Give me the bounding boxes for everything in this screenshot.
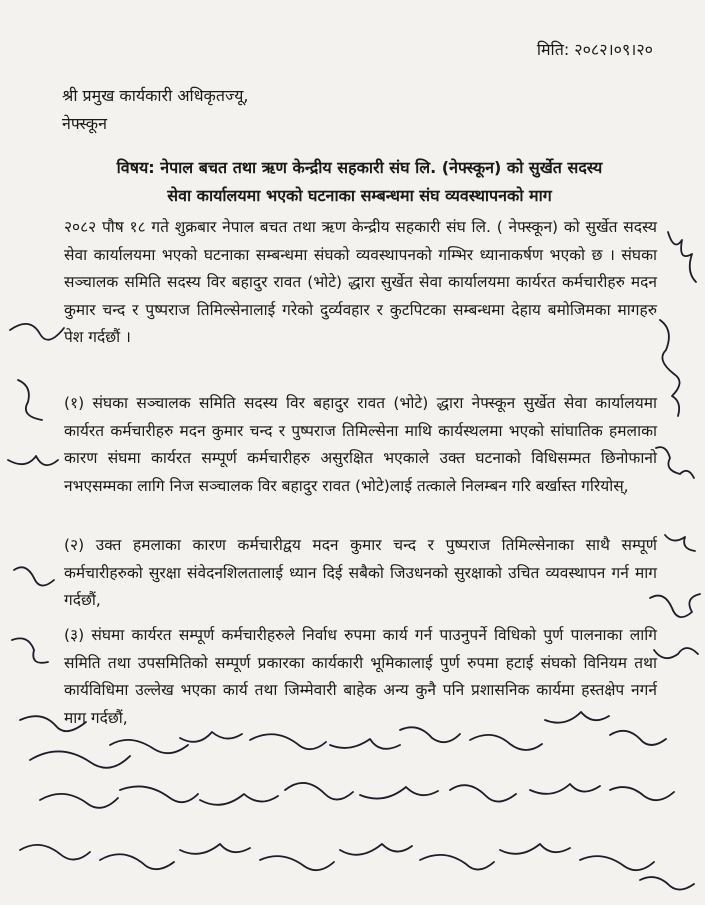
signature-mark	[580, 856, 654, 870]
signature-mark	[610, 731, 666, 745]
signature-mark	[285, 783, 353, 800]
signature-mark	[14, 567, 54, 585]
signature-mark	[340, 844, 412, 855]
signature-mark	[360, 787, 438, 799]
signature-mark	[110, 740, 188, 753]
signature-mark	[610, 787, 674, 800]
signature-mark	[10, 324, 64, 340]
recipient-block	[62, 82, 248, 138]
signature-mark	[200, 794, 278, 805]
signature-mark	[180, 844, 250, 854]
signature-mark	[665, 535, 695, 551]
letter-date: मिति: २०८२।०९।२०	[536, 40, 653, 59]
signature-mark	[40, 794, 118, 808]
signature-mark	[660, 320, 680, 416]
signature-mark	[260, 856, 334, 870]
demand-point-2: (२) उक्त हमलाका कारण कर्मचारीद्वय मदन कुमार चन्द र पुष्पराज तिमिल्सेनाका साथै सम्पूर्ण कर्मचारीहरुको सुरक्षा संवेदनशिलतालाई ध्यान दिई सबैको जिउधनको सुरक्षाको उचित व्यवस्थापन गर्न माग गर्दछौं,	[64, 536, 657, 609]
signature-mark	[420, 855, 494, 870]
signature-mark	[640, 877, 694, 889]
subject-line-2: सेवा कार्यालयमा भएको घटनाका सम्बन्धमा संघ व्यवस्थापनको माग	[167, 186, 552, 205]
signature-mark	[656, 447, 694, 478]
signature-mark	[500, 844, 570, 854]
signature-mark	[120, 786, 198, 802]
signature-mark	[180, 732, 242, 742]
signature-mark	[30, 751, 130, 767]
demand-point-1: (१) संघका सञ्चालक समिति सदस्य विर बहादुर रावत (भोटे) द्धारा नेफ्स्कून सुर्खेत सेवा कार्यालयमा कार्यरत कर्मचारीहरु मदन कुमार चन्द र पुष्पराज तिमिल्सेना माथि कार्यस्थलमा भएको सांघातिक हमलाका कारण संघमा कार्यरत सम्पूर्ण कर्मचारीहरु असुरक्षित भएकाले उक्त घटनाको विधिसम्मत छिनोफानो नभएसम्मका लागि निज सञ्चालक विर बहादुर रावत (भोटे)लाई तत्काले निलम्बन गरि बर्खास्त गरियोस्,	[64, 394, 657, 495]
signature-mark	[330, 739, 400, 749]
intro-paragraph: २०८२ पौष १८ गते शुक्रबार नेपाल बचत तथा ऋण केन्द्रीय सहकारी संघ लि. ( नेफ्स्कून) को सुर्खेत सदस्य सेवा कार्यालयमा भएको घटनाका सम्बन्धमा संघको व्यवस्थापनको गम्भिर ध्यानाकर्षण भएको छ । संघका सञ्चालक समिति सदस्य विर बहादुर रावत (भोटे) द्धारा सुर्खेत सेवा कार्यालयमा कार्यरत कर्मचारीहरु मदन कुमार चन्द र पुष्पराज तिमिल्सेनालाई गरेको दुर्व्यवहार र कुटपिटका सम्बन्धमा देहाय बमोजिमका मागहरु पेश गर्दछौं ।	[64, 218, 657, 346]
signature-mark	[450, 785, 516, 801]
signature-mark	[530, 784, 600, 794]
signature-mark	[250, 734, 326, 749]
recipient-line-1: श्री प्रमुख कार्यकारी अधिकृतज्यू,	[62, 86, 249, 105]
signature-mark	[100, 854, 174, 869]
signature-mark	[470, 735, 542, 750]
subject-heading	[62, 154, 657, 210]
signature-mark	[668, 232, 696, 282]
signature-mark	[650, 594, 700, 617]
recipient-line-2: नेफ्स्कून	[62, 114, 107, 133]
signature-mark	[12, 638, 48, 662]
signature-mark	[18, 380, 42, 420]
signature-mark	[20, 845, 90, 860]
signature-mark	[654, 648, 698, 658]
demand-point-3: (३) संघमा कार्यरत सम्पूर्ण कर्मचारीहरुले निर्वाध रुपमा कार्य गर्न पाउनुपर्ने विधिको पुर्ण पालनाका लागि समिति तथा उपसमितिको सम्पूर्ण प्रकारका कार्यकारी भूमिकालाई पुर्ण रुपमा हटाई संघको विनियम तथा कार्यविधिमा उल्लेख भएका कार्य तथा जिम्मेवारी बाहेक अन्य कुनै पनि प्रशासनिक कार्यमा हस्तक्षेप नगर्न माग गर्दछौं,	[64, 626, 657, 727]
subject-line-1: विषय: नेपाल बचत तथा ऋण केन्द्रीय सहकारी संघ लि. (नेफ्स्कून) को सुर्खेत सदस्य	[116, 158, 603, 177]
signature-mark	[8, 456, 58, 465]
